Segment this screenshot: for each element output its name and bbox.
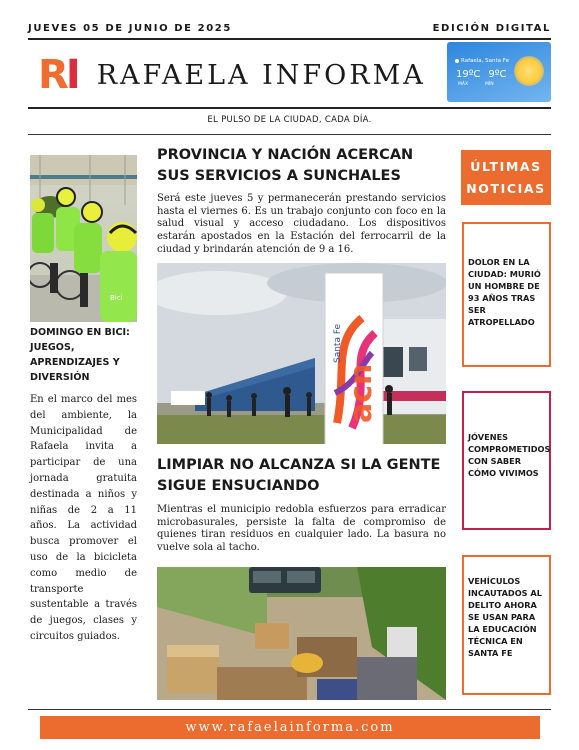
article-1-headline[interactable]: PROVINCIA Y NACIÓN ACERCAN SUS SERVICIOS A SUNCHALES [157, 147, 414, 184]
latest-news-title-2: NOTICIAS [466, 180, 546, 196]
weather-temp-labels [458, 82, 494, 87]
paper-name: RAFAELA INFORMA [96, 59, 426, 91]
sun-icon [514, 56, 544, 86]
latest-news-title-1: ÚLTIMAS [470, 158, 542, 174]
latest-news-item-3-text: VEHÍCULOS INCAUTADOS AL DELITO AHORA SE USAN PARA LA EDUCACIÓN TÉCNICA EN SANTA FE [468, 576, 542, 658]
train-photo[interactable] [157, 263, 446, 444]
trash-photo[interactable] [157, 567, 446, 700]
weather-location-row [455, 58, 509, 64]
side-article-headline[interactable]: DOMINGO EN BICI: JUEGOS, APRENDIZAJES Y DIVERSIÓN [30, 327, 130, 383]
issue-date: JUEVES 05 DE JUNIO DE 2025 [28, 22, 232, 34]
bike-photo-text: Bici [110, 294, 123, 302]
latest-news-item-2-text: JÓVENES COMPROMETIDOS CON SABER CÓMO VIVIMOS [468, 432, 551, 478]
latest-news-header [461, 150, 551, 205]
article-1-body: Será este jueves 5 y permanecerán prestando servicios hasta el viernes 6. Es un trabajo conjunto con foco en la salud visual y acceso ciudadano. Los dispositivos estarán apostados en la Estación del ferrocarril de la ciudad y brindarán atención de 9 a 16. [157, 193, 446, 255]
masthead[interactable] [38, 48, 426, 102]
weather-min-temp: 9ºC [488, 69, 507, 80]
banner-logo-text: acn [344, 363, 379, 423]
weather-max-label: MÁX [458, 82, 469, 87]
side-article-body: En el marco del mes del ambiente, la Municipalidad de Rafaela invita a participar de una jornada gratuita destinada a niños y niñas de 2 a 11 años. La actividad busca promover el uso de la bicicleta como medio de transporte sustentable a través de juegos, clases y circuitos guiados. [30, 394, 137, 642]
tagline: EL PULSO DE LA CIUDAD, CADA DÍA. [207, 115, 372, 125]
weather-max-temp: 19ºC [456, 69, 481, 80]
article-2-body: Mientras el municipio redobla esfuerzos para erradicar microbasurales, persiste la falta de compromiso de quienes tiran residuos en cualquier lado. La basura no vuelve sola al tacho. [157, 504, 446, 554]
weather-min-label: MÍN [485, 82, 494, 87]
footer-url[interactable]: www.rafaelainforma.com [185, 720, 395, 735]
logo-letter-i: I [65, 52, 79, 98]
top-rule [28, 38, 551, 40]
weather-temps [456, 69, 506, 80]
footer-rule [28, 709, 551, 710]
location-pin-icon [455, 59, 459, 63]
bike-photo[interactable] [30, 155, 137, 322]
logo[interactable] [38, 52, 79, 98]
footer-url-bar[interactable] [40, 716, 540, 739]
latest-news-item-2[interactable] [462, 391, 551, 530]
edition-label: EDICIÓN DIGITAL [432, 22, 551, 34]
weather-location: Rafaela, Santa Fe [461, 58, 510, 64]
tagline-rule [28, 134, 551, 135]
article-2-headline[interactable]: LIMPIAR NO ALCANZA SI LA GENTE SIGUE ENSUCIANDO [157, 457, 441, 494]
top-bar [28, 18, 551, 38]
banner-text: Santa Fe [333, 323, 343, 363]
weather-widget[interactable] [447, 42, 551, 102]
masthead-rule [28, 107, 551, 109]
bike-photo-illustration [30, 155, 137, 322]
train-photo-illustration [157, 263, 446, 444]
latest-news-item-1-text: DOLOR EN LA CIUDAD: MURIÓ UN HOMBRE DE 93 AÑOS TRAS SER ATROPELLADO [468, 257, 541, 327]
trash-photo-illustration [157, 567, 446, 700]
latest-news-item-1[interactable] [462, 222, 551, 367]
latest-news-item-3[interactable] [462, 555, 551, 695]
logo-letter-r: R [38, 52, 67, 98]
